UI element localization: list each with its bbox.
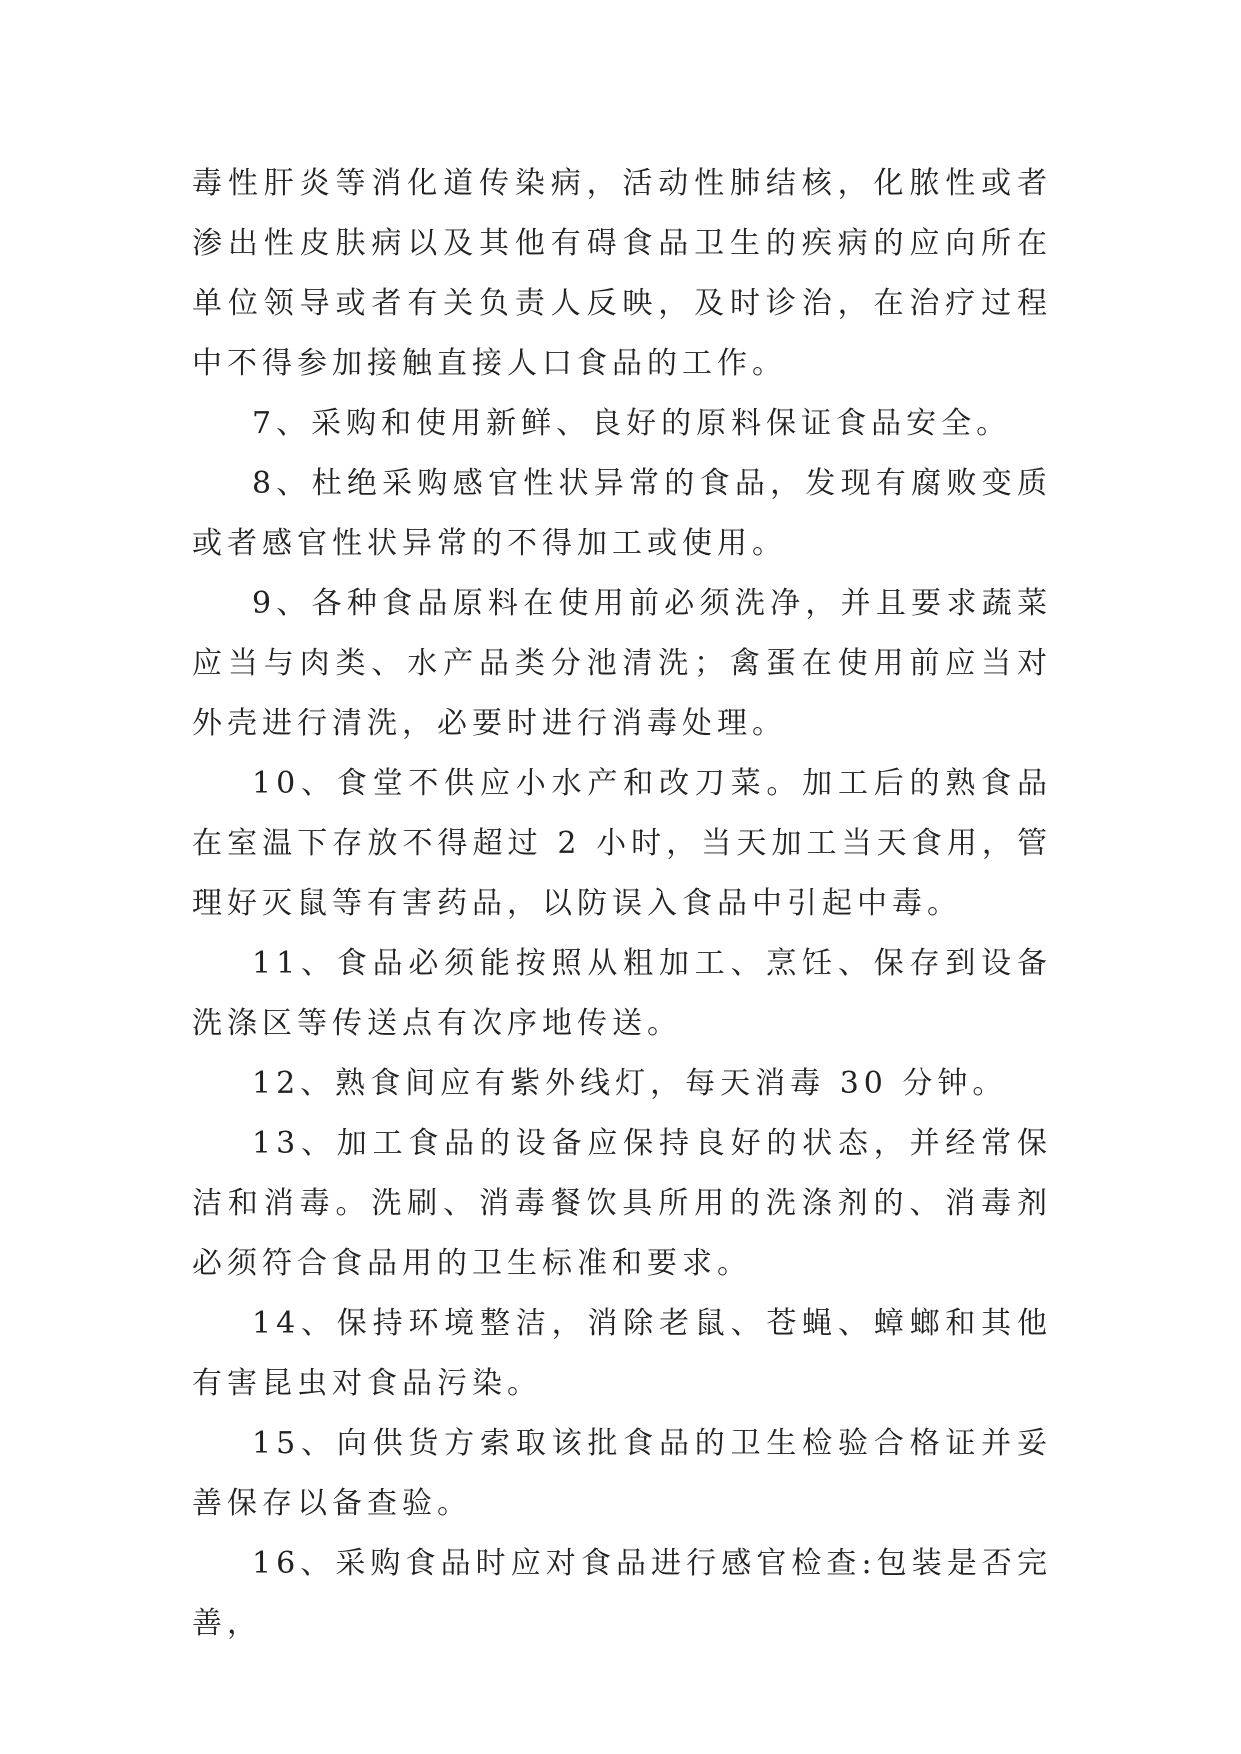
paragraph-14: 14、保持环境整洁，消除老鼠、苍蝇、蟑螂和其他有害昆虫对食品污染。 bbox=[192, 1306, 1052, 1401]
paragraph-15: 15、向供货方索取该批食品的卫生检验合格证并妥善保存以备查验。 bbox=[192, 1426, 1052, 1521]
paragraph-10: 10、食堂不供应小水产和改刀菜。加工后的熟食品在室温下存放不得超过 2 小时，当天加工当天食用，管理好灭鼠等有害药品，以防误入食品中引起中毒。 bbox=[192, 766, 1052, 921]
paragraph-11: 11、食品必须能按照从粗加工、烹饪、保存到设备洗涤区等传送点有次序地传送。 bbox=[192, 946, 1052, 1041]
paragraph-7: 7、采购和使用新鲜、良好的原料保证食品安全。 bbox=[252, 406, 1012, 441]
paragraph-8: 8、杜绝采购感官性状异常的食品，发现有腐败变质或者感官性状异常的不得加工或使用。 bbox=[192, 466, 1052, 561]
paragraph-13: 13、加工食品的设备应保持良好的状态，并经常保洁和消毒。洗刷、消毒餐饮具所用的洗涤剂的、消毒剂必须符合食品用的卫生标准和要求。 bbox=[192, 1126, 1052, 1281]
paragraph-9: 9、各种食品原料在使用前必须洗净，并且要求蔬菜应当与肉类、水产品类分池清洗；禽蛋在使用前应当对外壳进行清洗，必要时进行消毒处理。 bbox=[192, 586, 1052, 741]
paragraph-12: 12、熟食间应有紫外线灯，每天消毒 30 分钟。 bbox=[252, 1066, 1008, 1101]
document-body bbox=[192, 154, 1052, 1654]
paragraph-1: 毒性肝炎等消化道传染病，活动性肺结核，化脓性或者渗出性皮肤病以及其他有碍食品卫生的疾病的应向所在单位领导或者有关负责人反映，及时诊治，在治疗过程中不得参加接触直接人口食品的工作。 bbox=[192, 166, 1052, 381]
paragraph-16: 16、采购食品时应对食品进行感官检查:包装是否完善， bbox=[192, 1546, 1052, 1641]
